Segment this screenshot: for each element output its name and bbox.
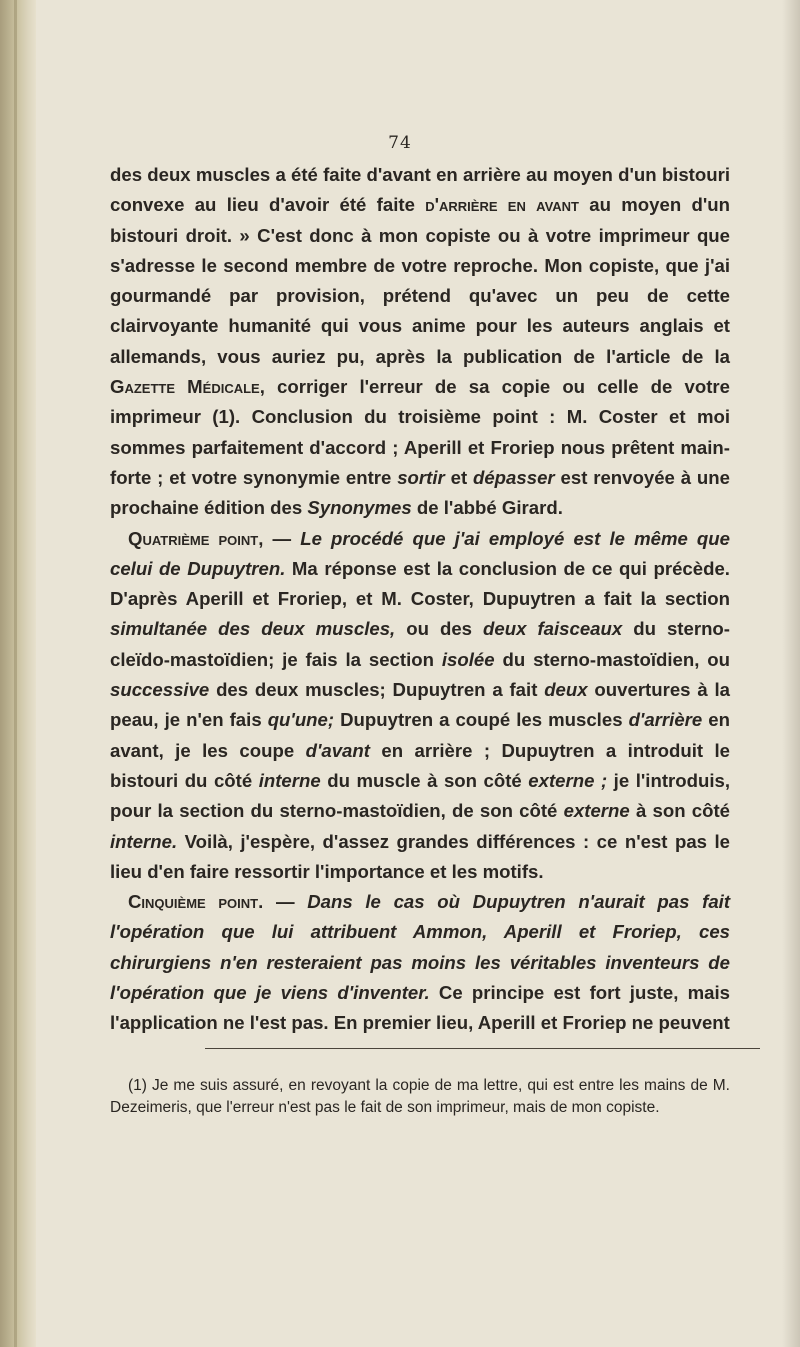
text-segment: en arrière ; Dupuytren a introduit le bistouri du côté	[110, 739, 730, 791]
body-text	[110, 160, 730, 1039]
text-segment: Ma réponse est la conclusion de ce qui précède. D'après Aperill et Froriep, et M. Coster, Dupuytren a fait la section	[110, 557, 730, 610]
text-segment: des deux muscles a été faite d'avant en arrière au moyen d'un bistouri convexe au lieu d'avoir été faite	[110, 164, 730, 216]
page-edge-shadow	[782, 0, 800, 1347]
text-segment: en avant, je les coupe	[110, 709, 730, 761]
text-segment: au moyen d'un bistouri droit. » C'est donc à mon copiste ou à votre imprimeur que s'adresse le second membre de votre reproche. Mon copiste, que j'ai gourmandé par provision, prétend qu'avec un peu de cette clairvoyante humanité qui vous anime pour les auteurs anglais et allemands, vous auriez pu, après la publication de l'article de la	[110, 194, 730, 367]
text-segment: . —	[258, 891, 308, 913]
text-segment: Ce principe est fort juste, mais l'application ne l'est pas. En premier lieu, Aperill et Froriep ne peuvent	[110, 982, 730, 1034]
text-segment: de l'abbé Girard.	[411, 497, 563, 519]
text-segment: et	[444, 466, 473, 488]
page-number: 74	[388, 133, 412, 153]
italic-text: simultanée des deux muscles,	[110, 618, 396, 640]
footnote-text: (1) Je me suis assuré, en revoyant la copie de ma lettre, qui est entre les mains de M. Dezeimeris, que l'erreur n'est pas le fait de son imprimeur, mais de mon copiste.	[110, 1077, 730, 1116]
italic-text: successive	[110, 679, 210, 701]
italic-text: deux faisceaux	[483, 618, 623, 640]
small-caps-text: Cinquième point	[128, 891, 259, 913]
italic-text: isolée	[441, 648, 495, 670]
text-segment: à son côté	[629, 800, 730, 822]
italic-text: externe ;	[528, 769, 608, 791]
small-caps-text: d'arrière en avant	[425, 194, 579, 216]
italic-text: interne	[258, 769, 321, 791]
italic-text: qu'une;	[267, 709, 335, 731]
italic-text: externe	[563, 800, 630, 822]
paragraph	[110, 160, 730, 524]
text-segment: est renvoyée à une prochaine édition des	[110, 466, 730, 519]
text-segment: du sterno-cleïdo-mastoïdien; je fais la section	[110, 618, 730, 670]
page-binding-edge	[0, 0, 36, 1347]
binding-stripe	[14, 0, 17, 1347]
small-caps-text: Gazette Médicale	[110, 376, 260, 398]
small-caps-text: Quatrième point	[128, 527, 259, 549]
italic-text: dépasser	[472, 466, 555, 488]
text-segment: je l'introduis, pour la section du sterno-mastoïdien, de son côté	[110, 769, 730, 822]
italic-text: Le procédé que j'ai employé est le même que celui de Dupuytren.	[110, 527, 730, 579]
italic-text: sortir	[397, 466, 445, 488]
italic-text: Synonymes	[307, 497, 412, 519]
text-segment: ou des	[395, 618, 484, 640]
italic-text: deux	[544, 679, 588, 701]
paragraph	[110, 887, 730, 1038]
text-segment: des deux muscles; Dupuytren a fait	[209, 679, 545, 701]
text-segment: , —	[258, 527, 301, 549]
paragraph	[110, 524, 730, 888]
italic-text: interne.	[110, 830, 178, 852]
text-segment: , corriger l'erreur de sa copie ou celle de votre imprimeur (1). Conclusion du troisième point : M. Coster et moi sommes parfaitement d'accord ; Aperill et Froriep nous prêtent main-forte ; et votre synonymie entre	[110, 376, 730, 488]
footnote	[110, 1075, 730, 1119]
text-segment: ouvertures à la peau, je n'en fais	[110, 679, 730, 731]
text-segment: du sterno-mastoïdien, ou	[494, 648, 731, 670]
italic-text: d'avant	[305, 739, 370, 761]
text-segment: Dupuytren a coupé les muscles	[334, 709, 629, 731]
footnote-rule	[205, 1048, 760, 1049]
italic-text: Dans le cas où Dupuytren n'aurait pas fait l'opération que lui attribuent Ammon, Aperill et Froriep, ces chirurgiens n'en resteraient pas moins les véritables inventeurs de l'opération que je viens d'inventer.	[110, 891, 731, 1004]
text-segment: du muscle à son côté	[320, 769, 529, 791]
text-segment: Voilà, j'espère, d'assez grandes différences : ce n'est pas le lieu d'en faire ressortir l'importance et les motifs.	[110, 830, 730, 882]
italic-text: d'arrière	[628, 709, 703, 731]
